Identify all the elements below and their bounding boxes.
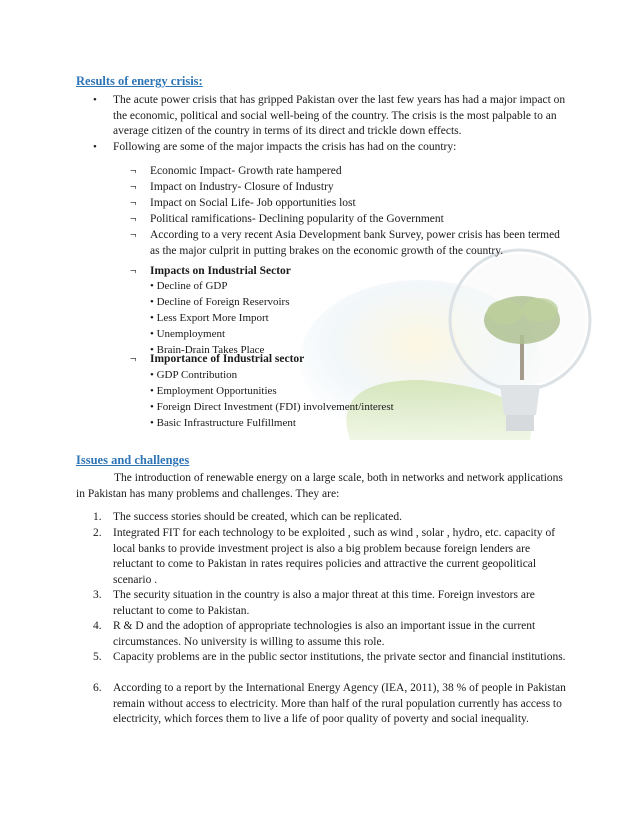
bullet-icon: • <box>93 141 97 153</box>
industrial-sector-heading: Impacts on Industrial Sector <box>150 265 291 277</box>
issue-item-1: The success stories should be created, which can be replicated. <box>113 511 402 523</box>
bullet-icon: • <box>93 94 97 106</box>
arrow-bullet-icon: ¬ <box>130 181 137 193</box>
results-bullet-2: Following are some of the major impacts the crisis has had on the country: <box>113 141 457 153</box>
list-number: 3. <box>93 589 102 601</box>
issues-intro: The introduction of renewable energy on a large scale, both in networks and network applications in Pakistan has many problems and challenges. They are: <box>76 472 563 500</box>
importance-item: • Foreign Direct Investment (FDI) involvement/interest <box>150 401 394 413</box>
list-number: 2. <box>93 527 102 539</box>
list-number: 1. <box>93 511 102 523</box>
list-number: 5. <box>93 651 102 663</box>
issue-item-3: The security situation in the country is also a major threat at this time. Foreign investors are reluctant to come to Pakistan. <box>113 589 535 617</box>
issue-item-2: Integrated FIT for each technology to be exploited , such as wind , solar , hydro, etc. capacity of local banks to provide investment project is also a big problem because foreign lenders are reluctant to come to Pakistan in rates requires policies and attractive the current geopolitical scenario . <box>113 527 556 586</box>
issue-item-5: Capacity problems are in the public sector institutions, the private sector and financial institutions. <box>113 651 566 663</box>
importance-item: • Employment Opportunities <box>150 385 277 397</box>
importance-item: • GDP Contribution <box>150 369 238 381</box>
importance-item: • Basic Infrastructure Fulfillment <box>150 417 296 429</box>
impact-item-3: Impact on Social Life- Job opportunities lost <box>150 197 356 209</box>
impact-item-2: Impact on Industry- Closure of Industry <box>150 181 334 193</box>
arrow-bullet-icon: ¬ <box>130 213 137 225</box>
arrow-bullet-icon: ¬ <box>130 197 137 209</box>
importance-heading: Importance of Industrial sector <box>150 353 305 365</box>
results-bullet-1: The acute power crisis that has gripped Pakistan over the last few years has had a major impact on the economic, political and social well-being of the country. The crisis is the most palpable to an average citizen of the country in terms of its direct and trickle down effects. <box>113 94 566 137</box>
industrial-item: • Less Export More Import <box>150 312 269 324</box>
results-heading: Results of energy crisis: <box>76 74 203 88</box>
arrow-bullet-icon: ¬ <box>130 265 137 277</box>
industrial-item: • Decline of GDP <box>150 280 228 292</box>
industrial-item: • Unemployment <box>150 328 226 340</box>
issues-heading: Issues and challenges <box>76 453 190 467</box>
industrial-item: • Brain-Drain Takes Place <box>150 344 265 356</box>
issue-item-4: R & D and the adoption of appropriate technologies is also an important issue in the current circumstances. No university is willing to assume this role. <box>113 620 536 648</box>
issue-item-6: According to a report by the International Energy Agency (IEA, 2011), 38 % of people in Pakistan remain without access to electricity. More than half of the rural population currently has access to electricity, which forces them to live a life of poor quality of poverty and social inequality. <box>113 682 566 725</box>
arrow-bullet-icon: ¬ <box>130 229 137 241</box>
impact-item-4: Political ramifications- Declining popularity of the Government <box>150 213 444 225</box>
impact-item-5: According to a very recent Asia Development bank Survey, power crisis has been termed as the major culprit in putting brakes on the economic growth of the country. <box>150 229 560 257</box>
list-number: 4. <box>93 620 102 632</box>
arrow-bullet-icon: ¬ <box>130 165 137 177</box>
list-number: 6. <box>93 682 102 694</box>
industrial-item: • Decline of Foreign Reservoirs <box>150 296 290 308</box>
impact-item-1: Economic Impact- Growth rate hampered <box>150 165 342 177</box>
arrow-bullet-icon: ¬ <box>130 353 137 365</box>
